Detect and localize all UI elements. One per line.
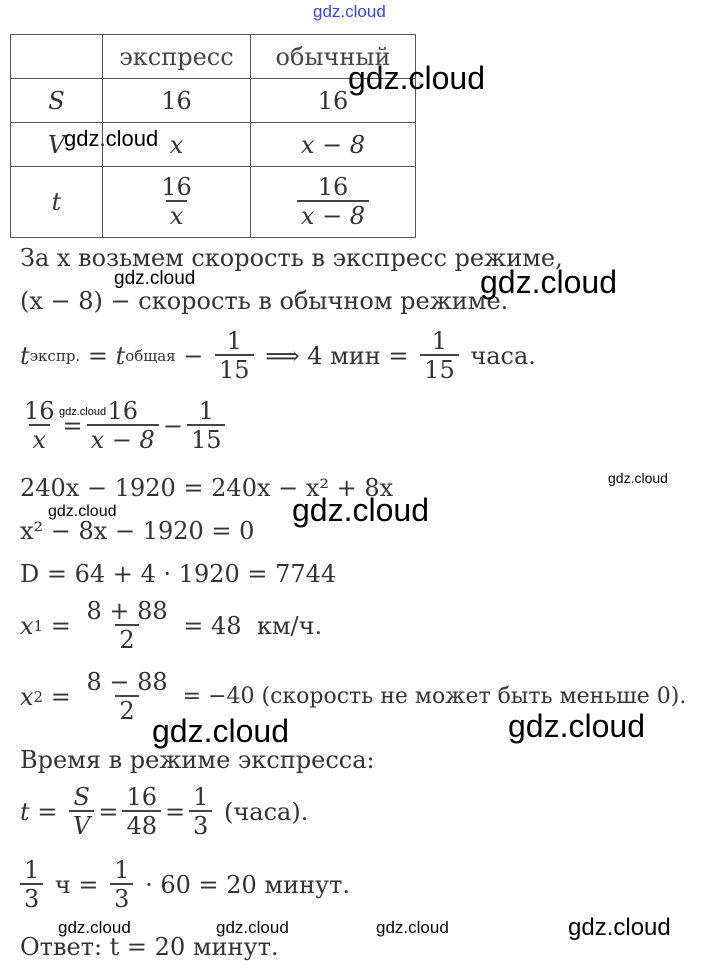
table-cell: 16 [103,79,251,123]
solution-line: (x − 8) − скорость в обычном режиме. [20,287,509,315]
watermark: gdz.cloud [58,918,131,937]
table-row [11,167,416,238]
fraction-denominator: 15 [420,354,459,384]
subscript: 2 [33,688,44,706]
fraction-numerator: 1 [198,397,214,425]
watermark: gdz.cloud [114,268,196,289]
watermark: gdz.cloud [348,60,485,96]
solution-line [16,398,229,454]
fraction-denominator: x − 8 [297,200,369,230]
watermark: gdz.cloud [608,470,668,486]
fraction [189,784,212,840]
table-cell [103,167,251,238]
fraction-denominator: 48 [122,810,161,840]
fraction-numerator: 16 [317,173,349,201]
operator: − [175,342,212,370]
table-row-label: V [11,123,103,167]
text: = −40 (скорость не может быть меньше 0). [175,684,687,709]
solution-line: x² − 8x − 1920 = 0 [20,517,255,545]
solution-line: За x возьмем скорость в экспресс режиме, [20,244,563,272]
fraction-numerator: 1 [431,327,448,355]
table-cell: x − 8 [251,123,416,167]
watermark: gdz.cloud [64,126,159,151]
operator: = [43,612,79,640]
fraction-numerator: 16 [107,397,139,425]
watermark: gdz.cloud [568,914,671,941]
fraction [157,174,196,230]
fraction-numerator: 16 [161,173,192,201]
solution-line [20,598,322,654]
fraction-numerator: S [73,783,90,811]
fraction-denominator: x [166,200,188,230]
operator: − [162,412,183,440]
header-watermark: gdz.cloud [313,2,386,21]
operator: = [80,342,116,370]
fraction [20,398,59,454]
fraction [69,784,94,840]
solution-line: Время в режиме экспресса: [20,746,375,774]
text: = 48 км/ч. [175,612,323,640]
watermark: gdz.cloud [216,918,289,937]
fraction-denominator: x [29,424,51,454]
watermark: gdz.cloud [292,492,429,528]
fraction-denominator: 3 [20,883,43,913]
fraction-numerator: 16 [24,397,55,425]
operator: = [62,412,83,440]
watermark: gdz.cloud [480,264,617,300]
fraction [82,598,171,654]
fraction-numerator: 1 [114,856,130,884]
solution-line: 240x − 1920 = 240x − x² + 8x [20,474,394,502]
fraction-denominator: 2 [115,695,138,725]
subscript: общая [125,347,176,365]
subscript: экспр. [29,347,81,365]
table-row-label: S [11,79,103,123]
watermark: gdz.cloud [48,503,117,520]
fraction [420,328,459,384]
solution-line: D = 64 + 4 · 1920 = 7744 [20,560,337,588]
variable: x [20,683,34,711]
fraction [297,174,369,230]
variable: t = [20,798,66,826]
text: (часа). [216,798,309,826]
fraction-denominator: V [69,810,94,840]
fraction-numerator: 8 + 88 [86,597,168,625]
answer-line: Ответ: t = 20 минут. [20,933,279,961]
text: · 60 = 20 минут. [137,871,351,899]
fraction [110,857,133,913]
table-cell: 16 [251,79,416,123]
solution-line [20,328,536,384]
fraction-numerator: 16 [126,783,158,811]
fraction-denominator: 3 [189,810,212,840]
fraction-numerator: 1 [226,327,242,355]
watermark: gdz.cloud [152,713,289,749]
text: ч = [47,871,107,899]
watermark: gdz.cloud [376,918,449,937]
operator: = [98,798,119,826]
fraction-denominator: 3 [110,883,133,913]
fraction [215,328,254,384]
fraction-denominator: 15 [187,424,226,454]
fraction-denominator: 15 [215,354,254,384]
watermark: gdz.cloud [59,406,107,418]
solution-line [16,857,350,913]
variable: t [20,342,30,370]
table-header-empty [11,35,103,79]
table-cell [251,167,416,238]
text: часа. [462,342,536,370]
watermark: gdz.cloud [508,708,645,744]
table-header-express: экспресс [103,35,251,79]
operator: ⟹ 4 мин = [257,342,417,370]
operator: = [43,683,79,711]
table-row-label: t [11,167,103,238]
variable: x [20,612,34,640]
fraction-denominator: x − 8 [87,424,159,454]
table-header-regular: обычный [251,35,416,79]
fraction-numerator: 1 [24,856,40,884]
fraction [20,857,43,913]
variable: t [115,342,126,370]
fraction-numerator: 1 [193,783,209,811]
fraction-numerator: 8 − 88 [86,668,168,696]
solution-line [20,784,308,840]
fraction [187,398,226,454]
fraction [122,784,161,840]
subscript: 1 [33,617,44,635]
operator: = [165,798,186,826]
fraction-denominator: 2 [115,624,138,654]
table-cell: x [103,123,251,167]
